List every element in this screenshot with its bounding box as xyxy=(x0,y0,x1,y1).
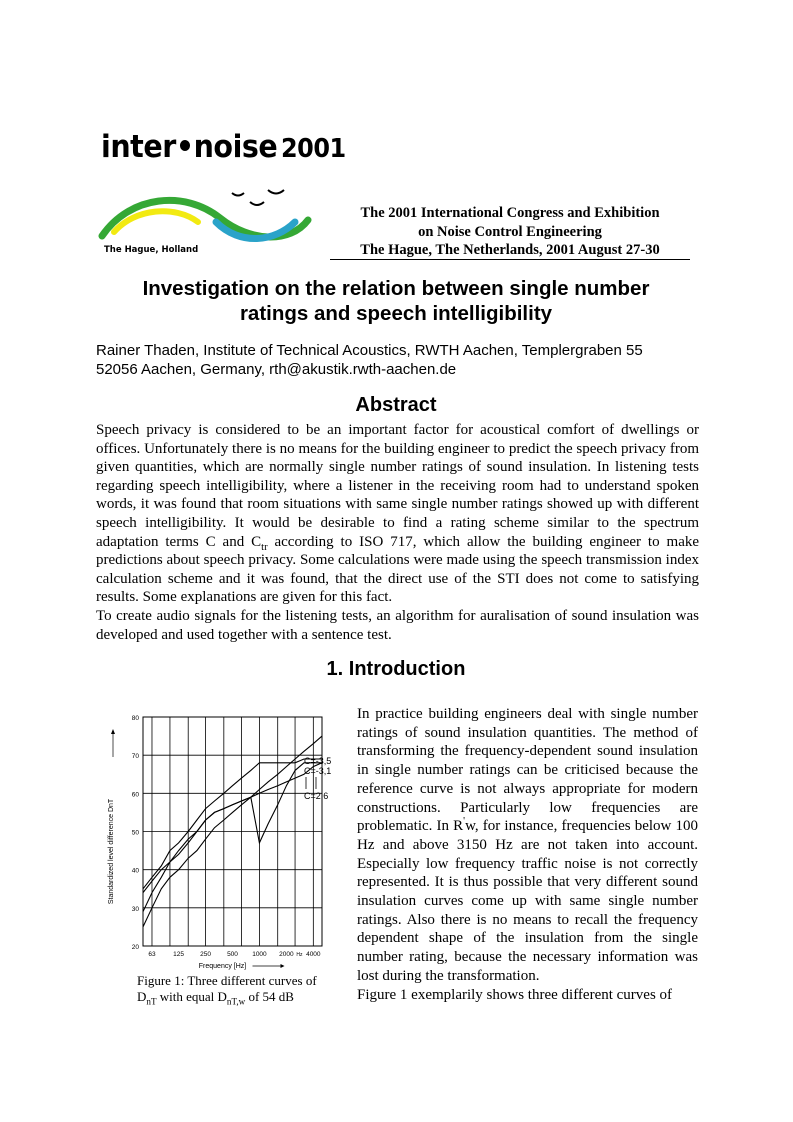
figure-caption xyxy=(137,973,337,1005)
x-axis-arrowhead xyxy=(281,964,285,968)
intro-text-a: In practice building engineers deal with single number ratings of sound insulation quantities. The method of transforming the frequency-dependent sound insulation in single number ratings can be criticised because the reference curve is not always appropriate for modern constructions. Particularly low frequencies are problematic. In R xyxy=(357,706,698,835)
x-tick-label: 63 xyxy=(148,951,156,958)
conference-header xyxy=(330,204,690,260)
abstract-text-a: Speech privacy is considered to be an important factor for acoustical comfort of dwellings or offices. Unfortunately there is no means for the building engineer to predict the speech privacy from given quantities, which are normally single number ratings of sound insulation. In listening tests regarding speech intelligibility, where a listener in the receiving room had to understand spoken words, it was found that room situations with same single number ratings showed up with different speech intelligibility. It would be desirable to find a rating scheme similar to the spectrum adaptation terms C and C xyxy=(96,422,699,550)
curve-annotation: C=-3,1 xyxy=(304,766,332,776)
paper-title xyxy=(96,276,696,326)
caption-text-b: with equal D xyxy=(156,989,227,1004)
logo-smile-2 xyxy=(250,202,264,205)
logo-smile-3 xyxy=(268,190,284,194)
figure-1-chart xyxy=(100,705,340,980)
introduction-heading: 1. Introduction xyxy=(326,658,466,680)
caption-text-c: of 54 dB xyxy=(245,989,294,1004)
x-tick-label: 125 xyxy=(173,951,185,958)
author-line-2: 52056 Aachen, Germany, rth@akustik.rwth-aachen.de xyxy=(96,361,457,378)
logo-name: inter•noise xyxy=(101,129,278,165)
paper-title-line-1: Investigation on the relation between single number xyxy=(142,277,650,300)
y-axis-arrowhead xyxy=(111,729,115,734)
abstract-heading: Abstract xyxy=(355,394,437,416)
intro-superscript: ' xyxy=(463,816,466,828)
abstract-subscript: tr xyxy=(261,541,268,553)
y-tick-label: 20 xyxy=(131,944,139,951)
abstract-paragraph-1 xyxy=(96,421,699,607)
introduction-body xyxy=(357,705,698,1004)
curve-annotation: C=2,6 xyxy=(304,791,329,801)
logo-year: 2001 xyxy=(280,134,346,164)
intro-paragraph-1 xyxy=(357,705,698,986)
abstract-text-b: according to ISO 717, which allow the building engineer to make predictions about speech privacy. Some calculations were made using the speech transmission index calculation scheme and it was found, that the direct use of the STI does not come to satisfying results. Some explanations are given for this fact. xyxy=(96,533,700,606)
logo-title xyxy=(101,129,346,165)
y-tick-label: 80 xyxy=(131,715,139,722)
x-tick-label: 4000 xyxy=(306,951,321,958)
y-tick-label: 50 xyxy=(131,829,139,837)
y-tick-label: 60 xyxy=(131,791,139,799)
logo-graphic xyxy=(90,180,330,250)
curve-annotation: C=-3,5 xyxy=(304,756,332,766)
author-line-1: Rainer Thaden, Institute of Technical Acoustics, RWTH Aachen, Templergraben 55 xyxy=(96,342,643,359)
intro-paragraph-2: Figure 1 exemplarily shows three different curves of xyxy=(357,986,673,1003)
x-tick-label: 250 xyxy=(200,951,211,958)
caption-sub-1: nT xyxy=(146,996,157,1007)
author-affiliation xyxy=(96,341,706,379)
conference-line-1: The 2001 International Congress and Exhibition xyxy=(360,205,660,221)
abstract-paragraph-2: To create audio signals for the listening tests, an algorithm for auralisation of sound insulation was developed and used together with a sentence test. xyxy=(96,607,699,643)
x-tick-label: 2000 xyxy=(279,951,294,958)
y-tick-label: 70 xyxy=(131,753,139,761)
intro-text-b: w, for instance, frequencies below 100 Hz and above 3150 Hz are not taken into account. Especially low frequency traffic noise is not correctly represented. It is thus possible that very different sound insulation curves come up with same single number ratings. Also there is no means to recall the frequency dependent shape of the insulation from the single number rating, because the necessary information was lost during the transformation. xyxy=(357,818,698,984)
x-tick-label: 1000 xyxy=(252,951,267,958)
paper-title-line-2: ratings and speech intelligibility xyxy=(239,302,553,325)
chart-labels-layer xyxy=(108,715,331,970)
y-tick-label: 30 xyxy=(131,905,139,913)
abstract-body xyxy=(96,421,699,644)
x-tick-label: 500 xyxy=(227,951,238,958)
conference-line-3: The Hague, The Netherlands, 2001 August 27-30 xyxy=(360,242,660,258)
caption-sub-2: nT,w xyxy=(226,996,246,1007)
logo-smile-1 xyxy=(232,193,244,196)
x-axis-label: Frequency [Hz] xyxy=(198,963,247,970)
y-tick-label: 40 xyxy=(131,867,139,875)
chart-grid xyxy=(143,717,322,946)
header-divider xyxy=(330,259,690,260)
caption-text-a: Figure 1: Three different curves of D xyxy=(137,973,317,1004)
logo-city: The Hague, Holland xyxy=(104,245,199,255)
x-unit-label: Hz xyxy=(296,952,303,958)
conference-line-2: on Noise Control Engineering xyxy=(418,223,602,240)
y-axis-label: Standardized level difference DnT xyxy=(108,798,115,905)
